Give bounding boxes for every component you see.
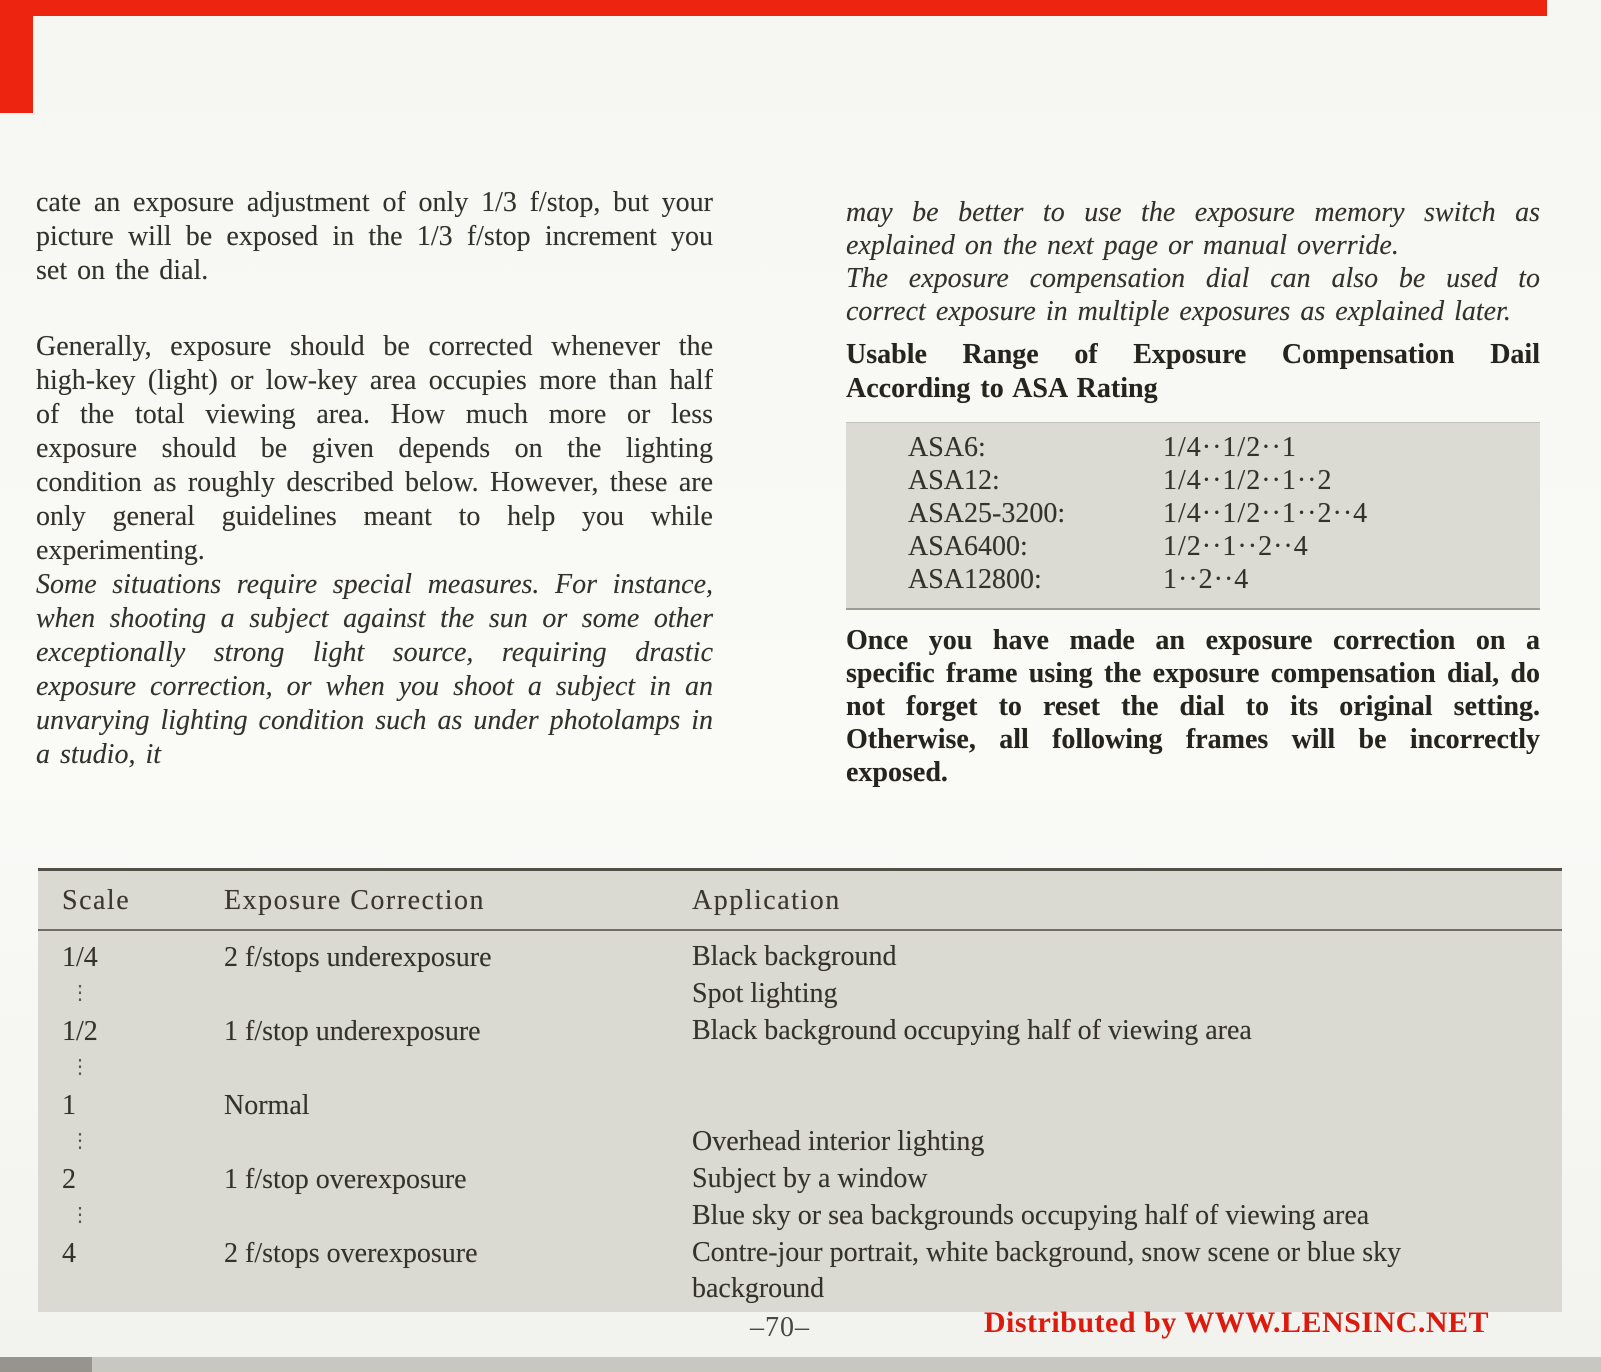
cell-scale-dots: ⋮	[70, 1130, 90, 1152]
cell-correction	[224, 1124, 692, 1161]
section-heading: Usable Range of Exposure Compensation Dail According to ASA Rating	[846, 339, 1540, 404]
cell-scale-dots: ⋮	[70, 982, 90, 1004]
scan-bottom-corner	[0, 1357, 92, 1372]
cell-correction: 2 f/stops underexposure	[224, 942, 492, 973]
cell-application: Contre-jour portrait, white background, snow scene or blue sky background	[692, 1237, 1402, 1304]
special-measures-paragraph: Some situations require special measures. For instance, when shooting a subject against the sun or some other exceptionally strong light source, requiring drastic exposure correction, or when you shoot a subject in an unvarying lighting condition such as under photolamps in a studio, it	[36, 569, 713, 770]
cell-scale: 1/4	[62, 942, 98, 973]
scale-row	[38, 1235, 1562, 1307]
scale-row	[38, 976, 1562, 1013]
right-column	[846, 196, 1540, 789]
scale-row	[38, 939, 1562, 976]
red-edge-left	[0, 0, 33, 113]
asa-label: ASA6:	[908, 432, 986, 463]
cell-scale: 4	[62, 1238, 76, 1269]
asa-row	[846, 464, 1540, 497]
scale-row	[38, 1124, 1562, 1161]
scale-row	[38, 1198, 1562, 1235]
asa-row	[846, 497, 1540, 530]
asa-range-box	[846, 422, 1540, 610]
cell-correction	[224, 1050, 692, 1087]
left-column	[36, 186, 713, 772]
asa-label: ASA12:	[908, 465, 1000, 496]
cell-application	[692, 1087, 1562, 1124]
header-scale: Scale	[62, 885, 131, 916]
asa-range-value: 1/4··1/2··1··2	[1163, 465, 1333, 496]
cell-application	[692, 1050, 1562, 1087]
asa-range-value: 1/2··1··2··4	[1163, 531, 1309, 562]
cell-scale: 1/2	[62, 1016, 98, 1047]
cell-application: Spot lighting	[692, 978, 838, 1009]
asa-row	[846, 431, 1540, 464]
cell-application: Overhead interior lighting	[692, 1126, 985, 1157]
cell-scale-dots: ⋮	[70, 1056, 90, 1078]
cell-correction: 1 f/stop underexposure	[224, 1016, 481, 1047]
scale-row	[38, 1161, 1562, 1198]
body-paragraph-italic: may be better to use the exposure memory switch as explained on the next page or manual override.	[846, 197, 1540, 261]
scale-row	[38, 1013, 1562, 1050]
scan-bottom-strip	[0, 1357, 1601, 1372]
body-paragraph: Generally, exposure should be corrected whenever the high-key (light) or low-key area occupies more than half of the total viewing area. How much more or less exposure should be given depends on the lighting condition as roughly described below. However, these are only general guidelines meant to help you while experimenting.	[36, 331, 713, 566]
asa-row	[846, 530, 1540, 563]
cell-scale: 1	[62, 1090, 76, 1121]
asa-label: ASA6400:	[908, 531, 1028, 562]
exposure-scale-table	[38, 868, 1562, 1312]
header-correction: Exposure Correction	[224, 885, 485, 916]
scale-table-body	[38, 931, 1562, 1307]
scale-row	[38, 1050, 1562, 1087]
cell-correction	[224, 1198, 692, 1235]
page-number: –70–	[750, 1312, 810, 1343]
cell-application: Black background	[692, 941, 897, 972]
asa-range-value: 1/4··1/2··1··2··4	[1163, 498, 1369, 529]
cell-correction: 1 f/stop overexposure	[224, 1164, 467, 1195]
cell-scale: 2	[62, 1164, 76, 1195]
cell-scale-dots: ⋮	[70, 1204, 90, 1226]
scale-table-header	[38, 871, 1562, 931]
asa-range-value: 1/4··1/2··1	[1163, 432, 1297, 463]
body-paragraph-italic: The exposure compensation dial can also be used to correct exposure in multiple exposures as explained later.	[846, 263, 1540, 327]
cell-correction: Normal	[224, 1090, 310, 1121]
asa-range-value: 1··2··4	[1163, 564, 1250, 595]
header-application: Application	[692, 885, 841, 916]
cell-correction: 2 f/stops overexposure	[224, 1238, 478, 1269]
distributor-watermark: Distributed by WWW.LENSINC.NET	[983, 1306, 1489, 1339]
cell-application: Black background occupying half of viewing area	[692, 1015, 1252, 1046]
cell-application: Subject by a window	[692, 1163, 928, 1194]
cell-correction	[224, 976, 692, 1013]
red-edge-top	[0, 0, 1547, 16]
body-paragraph: cate an exposure adjustment of only 1/3 f/stop, but your picture will be exposed in the 1/3 f/stop increment you set on the dial.	[36, 187, 713, 286]
asa-label: ASA25-3200:	[908, 498, 1066, 529]
asa-row	[846, 563, 1540, 596]
reset-warning-paragraph: Once you have made an exposure correction on a specific frame using the exposure compensation dial, do not forget to reset the dial to its original setting. Otherwise, all following frames will be incorrectly exposed.	[846, 625, 1540, 788]
cell-application: Blue sky or sea backgrounds occupying half of viewing area	[692, 1200, 1370, 1231]
asa-label: ASA12800:	[908, 564, 1042, 595]
scale-row	[38, 1087, 1562, 1124]
